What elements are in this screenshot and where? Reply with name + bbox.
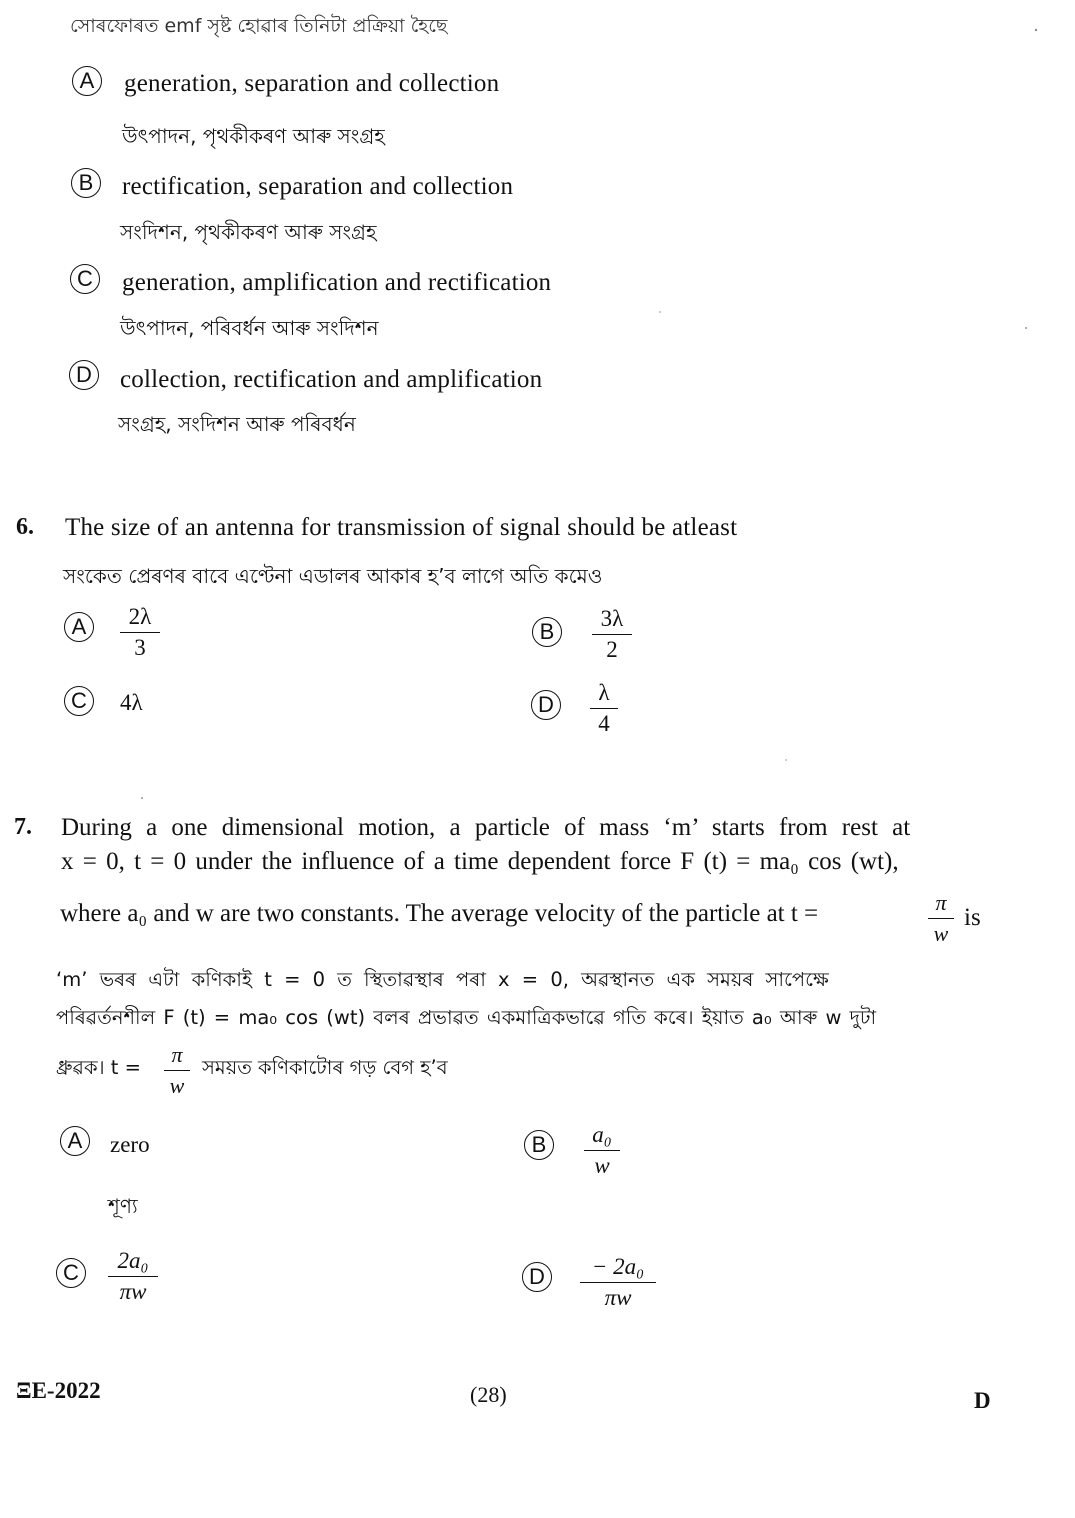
q6-option-d-marker[interactable]: D: [531, 690, 561, 720]
scan-speck: [141, 797, 143, 799]
fraction-bar: [164, 1070, 190, 1071]
scan-speck: [785, 759, 787, 761]
fraction-bar: [108, 1276, 158, 1277]
q5-option-b-translation: সংদিশন, পৃথকীকৰণ আৰু সংগ্ৰহ: [120, 220, 377, 244]
q7-option-a-text: zero: [110, 1132, 150, 1157]
q5-option-a-translation: উৎপাদন, পৃথকীকৰণ আৰু সংগ্ৰহ: [122, 124, 385, 148]
q6-option-d-denominator: 4: [598, 711, 610, 736]
q5-option-c-translation: উৎপাদন, পৰিবৰ্ধন আৰু সংদিশন: [120, 316, 379, 340]
q7-option-d-fraction: [580, 1254, 656, 1311]
q5-option-b-marker[interactable]: B: [71, 168, 101, 198]
q7-translation-line-3-start: ধ্ৰুৱক। t =: [56, 1056, 141, 1079]
q7-translation-numerator: π: [171, 1042, 183, 1067]
q7-option-a-translation: শূণ্য: [108, 1194, 138, 1218]
q7-option-a-marker[interactable]: A: [60, 1126, 90, 1156]
q6-option-b-numerator: 3λ: [600, 606, 624, 631]
q5-option-d-text: collection, rectification and amplification: [120, 366, 543, 393]
q6-option-a-denominator: 3: [134, 635, 146, 660]
q7-text-line-3-end: is: [964, 904, 981, 931]
fraction-bar: [928, 918, 954, 919]
q7-option-c-denominator: πw: [119, 1279, 147, 1304]
q7-option-c-marker[interactable]: C: [56, 1258, 86, 1288]
q6-option-b-fraction: [592, 606, 632, 663]
q6-option-b-marker[interactable]: B: [532, 617, 562, 647]
fraction-bar: [120, 632, 160, 633]
scan-speck: [659, 311, 661, 313]
q7-option-c-fraction: [108, 1248, 158, 1305]
fraction-bar: [590, 708, 618, 709]
scan-speck: [1035, 29, 1037, 31]
fraction-bar: [580, 1282, 656, 1283]
q5-option-a-text: generation, separation and collection: [124, 70, 500, 97]
q5-option-a-marker[interactable]: A: [72, 66, 102, 96]
q6-option-c-value: 4λ: [120, 690, 143, 715]
q6-option-a-marker[interactable]: A: [64, 612, 94, 642]
q7-option-c-numerator: 2a₀: [117, 1248, 149, 1273]
q5-option-c-marker[interactable]: C: [70, 264, 100, 294]
q6-question-translation: সংকেত প্ৰেৰণৰ বাবে এণ্টেনা এডালৰ আকাৰ হ’ব লাগে অতি কমেও: [63, 564, 603, 588]
header-fragment: সোৰফোৰত emf সৃষ্ট হোৱাৰ তিনিটা প্ৰক্ৰিয়া হৈছে: [70, 15, 448, 37]
q7-option-b-marker[interactable]: B: [524, 1130, 554, 1160]
q7-option-b-fraction: [584, 1122, 620, 1179]
q6-option-b-denominator: 2: [606, 637, 618, 662]
q7-text-line-1: [61, 814, 1001, 842]
q5-option-c-text: generation, amplification and rectification: [122, 269, 552, 296]
q5-option-d-translation: সংগ্ৰহ, সংদিশন আৰু পৰিবৰ্ধন: [118, 412, 356, 436]
q7-time-numerator: π: [935, 890, 947, 915]
q5-option-b-text: rectification, separation and collection: [122, 173, 514, 200]
q6-option-a-fraction: [120, 604, 160, 661]
q7-text-line-3: where a₀ and w are two constants. The average velocity of the particle at t =: [60, 900, 819, 927]
q7-option-d-denominator: πw: [604, 1285, 632, 1310]
q7-number: 7.: [14, 814, 32, 840]
fraction-bar: [592, 634, 632, 635]
q6-option-d-fraction: [590, 680, 618, 737]
q5-option-d-marker[interactable]: D: [69, 360, 99, 390]
q7-translation-denominator: w: [169, 1073, 185, 1098]
q7-option-b-numerator: a₀: [592, 1122, 612, 1147]
q7-translation-line-3-end: সময়ত কণিকাটোৰ গড় বেগ হ’ব: [202, 1056, 448, 1079]
q7-option-d-marker[interactable]: D: [522, 1262, 552, 1292]
fraction-bar: [584, 1150, 620, 1151]
scan-speck: [1025, 327, 1027, 329]
q6-option-a-numerator: 2λ: [128, 604, 152, 629]
q7-translation-fraction: [164, 1042, 190, 1099]
q7-text-line-2: x = 0, t = 0 under the influence of a time dependent force F (t) = ma₀ cos (wt),: [61, 848, 899, 875]
footer-exam-code: ΞE-2022: [16, 1378, 101, 1403]
q6-number: 6.: [16, 514, 34, 540]
footer-page-number: (28): [470, 1382, 507, 1407]
q7-time-fraction: [928, 890, 954, 947]
q7-translation-line-1: ‘m’ ভৰৰ এটা কণিকাই t = 0 ত স্থিতাৱস্থাৰ পৰা x = 0, অৱস্থানত এক সময়ৰ সাপেক্ষে: [56, 968, 829, 991]
q6-option-c-marker[interactable]: C: [64, 686, 94, 716]
q6-option-d-numerator: λ: [598, 680, 610, 705]
q6-question-text: The size of an antenna for transmission of signal should be atleast: [65, 514, 738, 541]
q7-time-denominator: w: [933, 921, 949, 946]
footer-set-code: D: [974, 1388, 991, 1413]
q7-option-b-denominator: w: [594, 1153, 610, 1178]
q7-text-line-1-content: During a one dimensional motion, a particle of mass ‘m’ starts from rest at: [61, 814, 911, 841]
q7-option-d-numerator: − 2a₀: [591, 1254, 645, 1279]
q7-translation-line-2: পৰিৱৰ্তনশীল F (t) = ma₀ cos (wt) বলৰ প্ৰভাৱত একমাত্ৰিকভাৱে গতি কৰে। ইয়াত a₀ আৰু w দুটা: [56, 1006, 877, 1029]
